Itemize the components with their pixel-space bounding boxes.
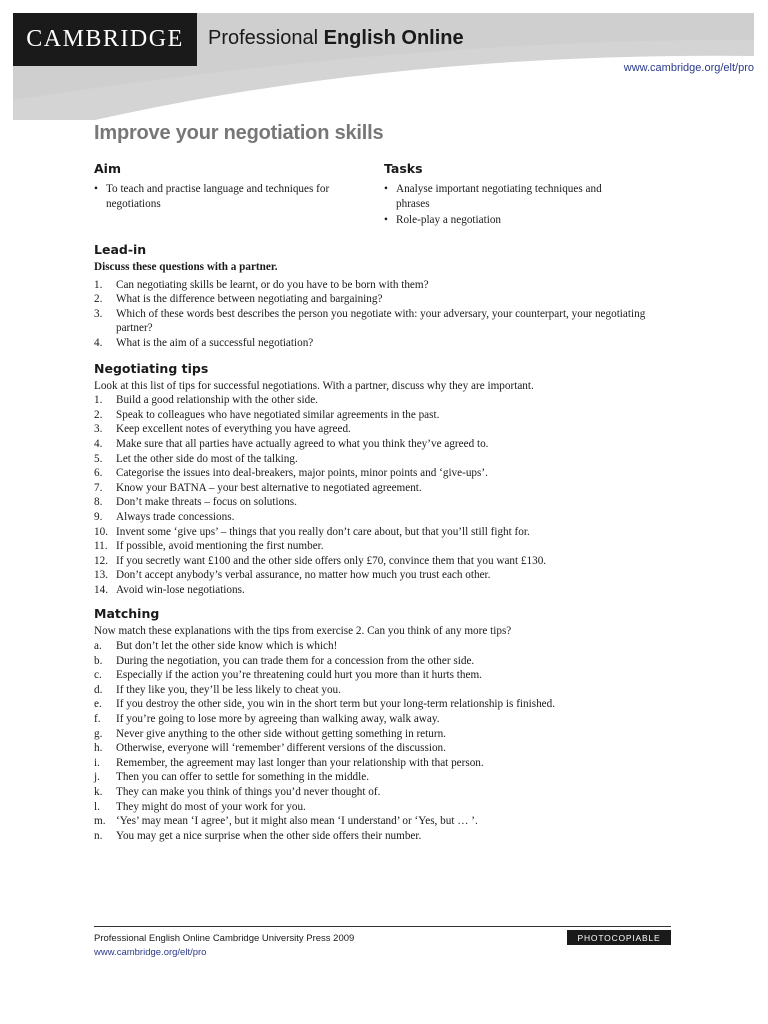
item-number: 12. <box>94 554 108 567</box>
list-item <box>94 422 674 437</box>
item-number: a. <box>94 640 102 653</box>
item-text: Especially if the action you’re threatening could hurt you more than it hurts them. <box>116 669 482 682</box>
tips-list <box>94 393 674 597</box>
header-title <box>208 27 464 50</box>
item-text: They might do most of your work for you. <box>116 800 306 813</box>
item-text: Don’t accept anybody’s verbal assurance, no matter how much you trust each other. <box>116 569 491 582</box>
list-item <box>94 654 674 669</box>
header-title-bold: English Online <box>323 27 464 49</box>
item-text: If possible, avoid mentioning the first number. <box>116 540 324 553</box>
list-item <box>94 683 674 698</box>
aim-list <box>94 182 384 212</box>
item-number: 10. <box>94 525 108 538</box>
item-text: Never give anything to the other side without getting something in return. <box>116 727 446 740</box>
item-number: 4. <box>94 437 103 450</box>
list-item <box>94 292 674 307</box>
aim-column <box>94 161 384 229</box>
tasks-item: • Role-play a negotiation <box>384 213 674 228</box>
item-text: Know your BATNA – your best alternative to negotiated agreement. <box>116 481 422 494</box>
item-text: Let the other side do most of the talking. <box>116 452 298 465</box>
item-text: But don’t let the other side know which is which! <box>116 640 338 653</box>
main-content <box>94 122 674 843</box>
tips-instruction: Look at this list of tips for successful negotiations. With a partner, discuss why they are important. <box>94 379 534 392</box>
tasks-column <box>384 161 674 229</box>
item-text: If they like you, they’ll be less likely to cheat you. <box>116 683 341 696</box>
item-text: During the negotiation, you can trade them for a concession from the other side. <box>116 654 475 667</box>
list-item <box>94 712 674 727</box>
item-text: If you secretly want £100 and the other side offers only £70, convince them that you want £130. <box>116 554 547 567</box>
item-text: What is the difference between negotiating and bargaining? <box>116 293 383 306</box>
list-item <box>94 466 674 481</box>
tasks-heading: Tasks <box>384 161 423 176</box>
list-item <box>94 452 674 467</box>
item-number: n. <box>94 829 103 842</box>
item-number: 1. <box>94 394 103 407</box>
aim-tasks-columns <box>94 161 674 229</box>
item-text: If you destroy the other side, you win in the short term but your long-term relationship is finished. <box>116 698 556 711</box>
item-number: 3. <box>94 423 103 436</box>
item-number: 1. <box>94 278 103 291</box>
item-text: Categorise the issues into deal-breakers, major points, minor points and ‘give-ups’. <box>116 467 488 480</box>
item-number: m. <box>94 815 106 828</box>
list-item <box>94 481 674 496</box>
list-item <box>94 583 674 598</box>
list-item <box>94 554 674 569</box>
list-item <box>94 727 674 742</box>
item-text: Remember, the agreement may last longer than your relationship with that person. <box>116 756 484 769</box>
item-text: Always trade concessions. <box>116 510 235 523</box>
item-number: 9. <box>94 510 103 523</box>
item-number: 6. <box>94 467 103 480</box>
item-number: f. <box>94 713 101 726</box>
item-number: j. <box>94 771 100 784</box>
item-number: h. <box>94 742 103 755</box>
page-title: Improve your negotiation skills <box>94 122 384 144</box>
list-item <box>94 525 674 540</box>
list-item <box>94 437 674 452</box>
header-title-light: Professional <box>208 27 324 49</box>
list-item <box>94 829 674 844</box>
item-text: Then you can offer to settle for something in the middle. <box>116 771 370 784</box>
list-item <box>94 785 674 800</box>
list-item <box>94 336 674 351</box>
footer-text: Professional English Online Cambridge University Press 2009 <box>94 933 355 944</box>
leadin-instruction: Discuss these questions with a partner. <box>94 261 278 273</box>
tasks-item: • Analyse important negotiating techniques and phrases <box>384 182 624 212</box>
aim-heading: Aim <box>94 161 121 176</box>
item-number: l. <box>94 800 100 813</box>
list-item <box>94 495 674 510</box>
list-item <box>94 800 674 815</box>
item-text: Can negotiating skills be learnt, or do you have to be born with them? <box>116 278 429 291</box>
cambridge-logo <box>13 13 197 66</box>
tips-heading: Negotiating tips <box>94 360 209 376</box>
item-number: e. <box>94 698 102 711</box>
item-number: d. <box>94 683 103 696</box>
item-number: 11. <box>94 540 108 553</box>
item-number: 4. <box>94 336 103 349</box>
item-text: Which of these words best describes the person you negotiate with: your adversary, your counterpart, your negotiating partner? <box>116 307 646 335</box>
list-item <box>94 639 674 654</box>
list-item <box>94 756 674 771</box>
item-number: 5. <box>94 452 103 465</box>
item-text: Build a good relationship with the other side. <box>116 394 318 407</box>
item-text: ‘Yes’ may mean ‘I agree’, but it might also mean ‘I understand’ or ‘Yes, but … ’. <box>116 815 478 828</box>
item-number: g. <box>94 727 103 740</box>
matching-heading: Matching <box>94 606 160 622</box>
item-text: Make sure that all parties have actually agreed to what you think they’ve agreed to. <box>116 437 489 450</box>
list-item <box>94 510 674 525</box>
item-text: Otherwise, everyone will ‘remember’ different versions of the discussion. <box>116 742 446 755</box>
list-item <box>94 814 674 829</box>
item-text: What is the aim of a successful negotiation? <box>116 336 314 349</box>
list-item <box>94 668 674 683</box>
leadin-list <box>94 278 674 351</box>
list-item <box>94 393 674 408</box>
matching-list <box>94 639 674 843</box>
footer-url-link[interactable]: www.cambridge.org/elt/pro <box>94 947 207 958</box>
header-url-link[interactable]: www.cambridge.org/elt/pro <box>623 62 754 74</box>
item-text: Keep excellent notes of everything you have agreed. <box>116 423 351 436</box>
photocopiable-badge: PHOTOCOPIABLE <box>567 930 671 945</box>
item-text: They can make you think of things you’d never thought of. <box>116 786 381 798</box>
list-item <box>94 278 674 293</box>
list-item <box>94 539 674 554</box>
aim-item: • To teach and practise language and techniques for negotiations <box>94 182 364 212</box>
matching-instruction: Now match these explanations with the tips from exercise 2. Can you think of any more tips? <box>94 625 512 638</box>
item-number: i. <box>94 756 100 769</box>
item-text: You may get a nice surprise when the other side offers their number. <box>116 829 422 842</box>
list-item <box>94 770 674 785</box>
list-item <box>94 307 674 336</box>
item-number: b. <box>94 654 103 667</box>
list-item <box>94 568 674 583</box>
footer-divider <box>94 926 671 927</box>
item-number: 2. <box>94 293 103 306</box>
item-number: 13. <box>94 569 108 582</box>
item-text: Speak to colleagues who have negotiated similar agreements in the past. <box>116 408 440 421</box>
item-number: 3. <box>94 307 103 320</box>
item-text: Don’t make threats – focus on solutions. <box>116 496 297 509</box>
item-number: 7. <box>94 481 103 494</box>
item-text: Avoid win-lose negotiations. <box>116 583 245 596</box>
leadin-heading: Lead-in <box>94 242 147 257</box>
list-item <box>94 741 674 756</box>
item-text: If you’re going to lose more by agreeing than walking away, walk away. <box>116 713 440 726</box>
item-number: 8. <box>94 496 103 509</box>
item-number: c. <box>94 669 102 682</box>
item-number: k. <box>94 786 103 798</box>
item-text: Invent some ‘give ups’ – things that you really don’t care about, but that you’ll still fight for. <box>116 525 530 538</box>
tasks-list <box>384 182 674 228</box>
list-item <box>94 408 674 423</box>
logo-text: CAMBRIDGE <box>26 26 184 52</box>
list-item <box>94 697 674 712</box>
item-number: 14. <box>94 583 108 596</box>
item-number: 2. <box>94 408 103 421</box>
